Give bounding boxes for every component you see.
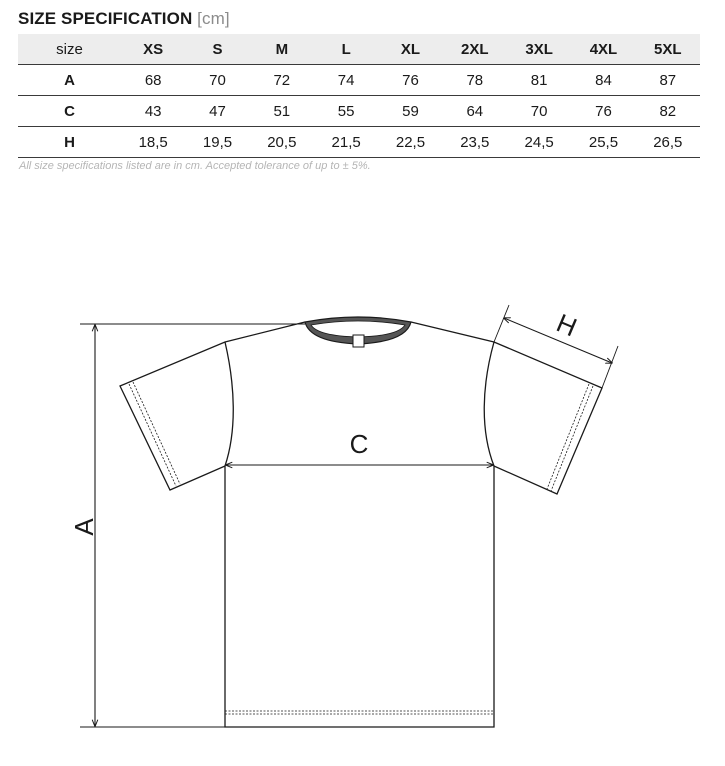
table-cell: 76 bbox=[571, 96, 635, 127]
title-unit: [cm] bbox=[197, 9, 230, 28]
table-cell: 20,5 bbox=[250, 127, 314, 158]
bottom-hem-stitching bbox=[225, 711, 494, 714]
dimension-c bbox=[226, 429, 493, 465]
table-cell: 18,5 bbox=[121, 127, 185, 158]
table-cell: 76 bbox=[378, 65, 442, 96]
header-cell: 2XL bbox=[443, 34, 507, 65]
header-cell: S bbox=[185, 34, 249, 65]
table-cell: 74 bbox=[314, 65, 378, 96]
table-cell: 87 bbox=[636, 65, 700, 96]
label-h: H bbox=[552, 307, 582, 343]
table-cell: 43 bbox=[121, 96, 185, 127]
table-cell: 51 bbox=[250, 96, 314, 127]
header-cell: M bbox=[250, 34, 314, 65]
table-cell: 47 bbox=[185, 96, 249, 127]
table-cell: 26,5 bbox=[636, 127, 700, 158]
title-text: SIZE SPECIFICATION bbox=[18, 9, 193, 28]
table-cell: 84 bbox=[571, 65, 635, 96]
table-cell: 23,5 bbox=[443, 127, 507, 158]
label-c: C bbox=[349, 429, 369, 459]
table-cell: 64 bbox=[443, 96, 507, 127]
table-cell: 24,5 bbox=[507, 127, 571, 158]
table-cell: 70 bbox=[507, 96, 571, 127]
header-cell: 5XL bbox=[636, 34, 700, 65]
table-cell: 21,5 bbox=[314, 127, 378, 158]
table-cell: 68 bbox=[121, 65, 185, 96]
table-cell: 55 bbox=[314, 96, 378, 127]
table-cell: 22,5 bbox=[378, 127, 442, 158]
row-label: C bbox=[18, 96, 121, 127]
header-cell: 4XL bbox=[571, 34, 635, 65]
label-a: A bbox=[68, 518, 99, 536]
header-cell: L bbox=[314, 34, 378, 65]
row-label: H bbox=[18, 127, 121, 158]
dimension-h bbox=[494, 305, 618, 388]
table-cell: 82 bbox=[636, 96, 700, 127]
tolerance-note: All size specifications listed are in cm. Accepted tolerance of up to ± 5%. bbox=[19, 160, 371, 172]
row-label: A bbox=[18, 65, 121, 96]
table-cell: 19,5 bbox=[185, 127, 249, 158]
header-cell: size bbox=[18, 34, 121, 65]
collar bbox=[305, 317, 411, 347]
table-cell: 59 bbox=[378, 96, 442, 127]
table-cell: 81 bbox=[507, 65, 571, 96]
header-cell: XS bbox=[121, 34, 185, 65]
tshirt-outline bbox=[120, 322, 602, 727]
header-cell: 3XL bbox=[507, 34, 571, 65]
header-cell: XL bbox=[378, 34, 442, 65]
table-cell: 78 bbox=[443, 65, 507, 96]
table-cell: 25,5 bbox=[571, 127, 635, 158]
table-cell: 70 bbox=[185, 65, 249, 96]
dimension-a bbox=[69, 324, 305, 727]
table-cell: 72 bbox=[250, 65, 314, 96]
